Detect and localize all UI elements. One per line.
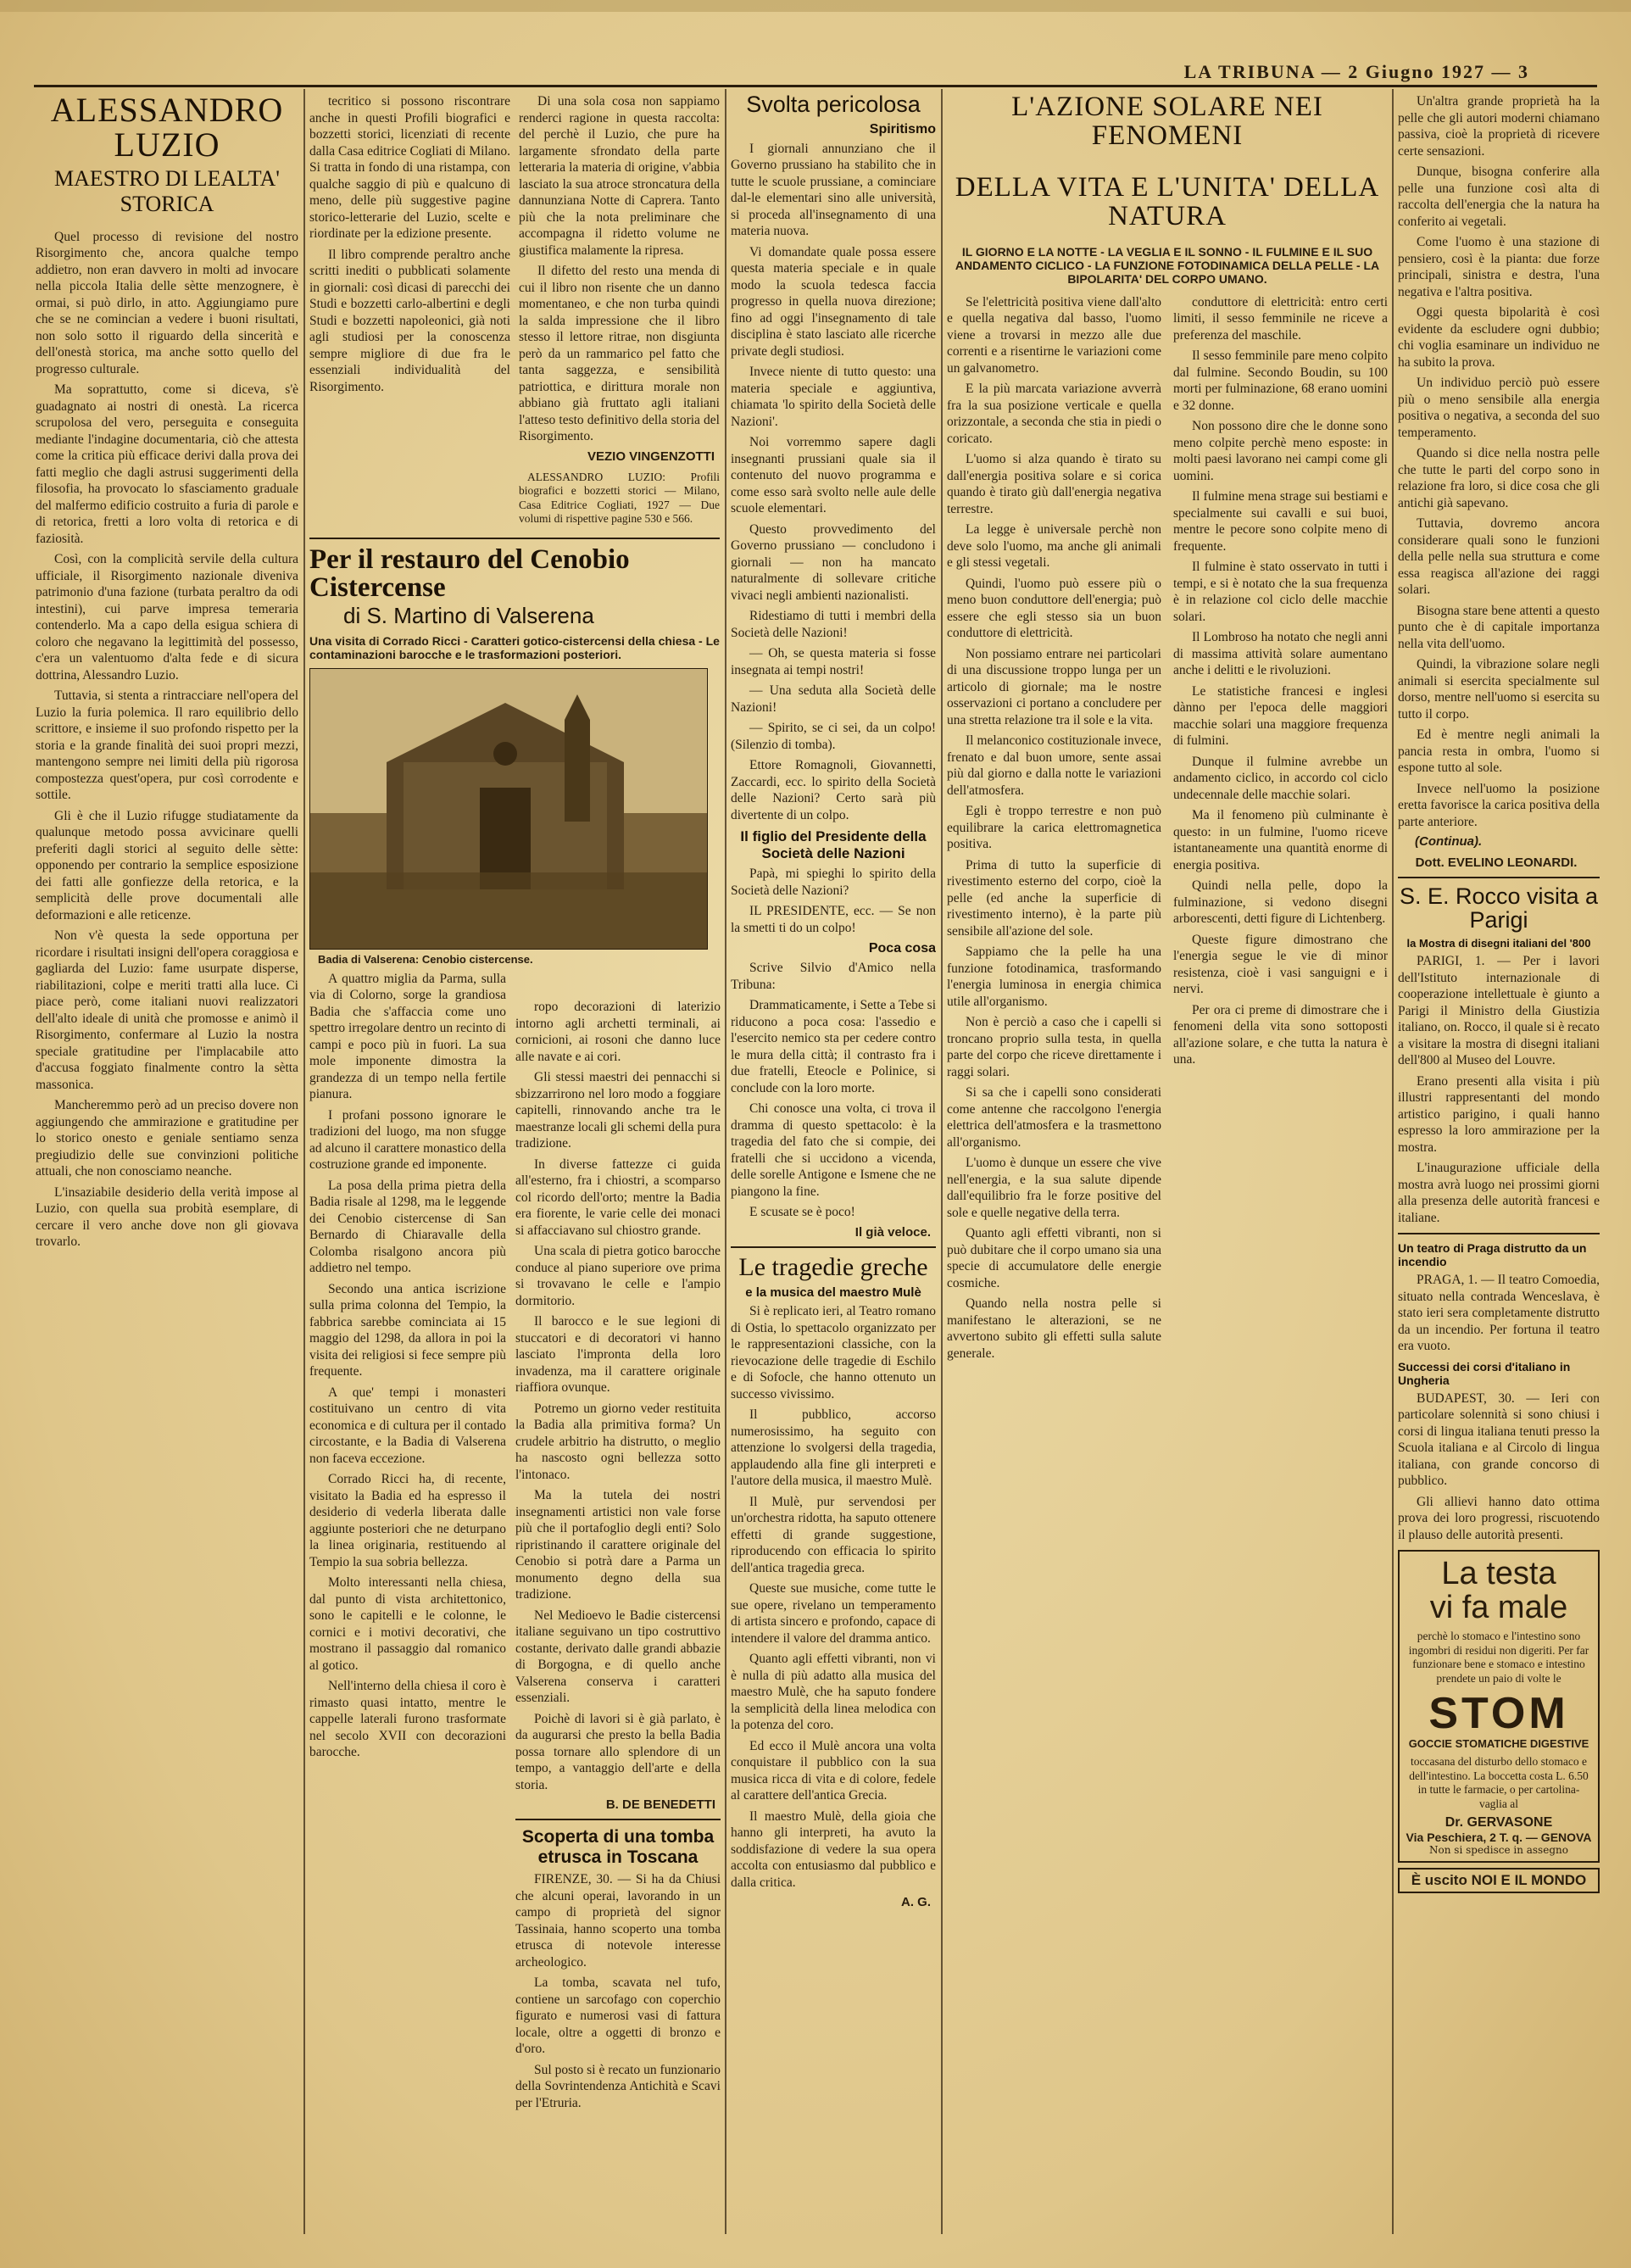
- paragraph: I giornali annunziano che il Governo prussiano ha stabilito che in tutte le scuole prussiane, a cominciare dal-le elementari sino alle università, si proceda all'insegnamento di una materia nuova.: [731, 141, 936, 239]
- article-title: ALESSANDRO LUZIO: [50, 93, 284, 164]
- ad-footer: È uscito NOI E IL MONDO: [1398, 1868, 1600, 1893]
- article-body-left: [947, 294, 1161, 1367]
- section-heading: Spiritismo: [869, 121, 936, 137]
- article-luzio: [36, 93, 298, 2234]
- paragraph: Quindi nella pelle, dopo la fulminazione, si vedono disegni arborescenti, detti figure di Lichtenberg.: [1173, 878, 1388, 927]
- separator: [1398, 877, 1600, 878]
- paragraph: Secondo una antica iscrizione sulla prima colonna del Tempio, la fabbrica sarebbe cominciata ai 15 maggio del 1298, da allora in poi la visita dei religiosi si fece sempre più frequente.: [309, 1281, 506, 1379]
- column-6: [1398, 93, 1600, 2234]
- ad-body-2: toccasana del disturbo dello stomaco e dell'intestino. La boccetta costa L. 6.50 in tutte le farmacie, o per cartolina-vaglia al: [1409, 1755, 1589, 1810]
- paragraph: Quanto agli effetti vibranti, non si può dubitare che il corpo umano sia una specie di accumulatore delle energie cosmiche.: [947, 1226, 1161, 1290]
- article-signature: B. DE BENEDETTI: [605, 1797, 715, 1812]
- paragraph: Quindi, la vibrazione solare negli animali si esercita specialmente sul dorso, mentre nell'uomo si esercita su tutto il corpo.: [1398, 657, 1600, 722]
- paragraph: Egli è troppo terrestre e non può equilibrare la carica elettromagnetica positiva.: [947, 804, 1161, 852]
- separator: [731, 1246, 936, 1248]
- article-body: [1398, 93, 1600, 830]
- paragraph: Invece nell'uomo la posizione eretta favorisce la carica positiva della parte anteriore.: [1398, 781, 1600, 829]
- paragraph: Gli stessi maestri dei pennacchi si sbizzarrirono nel loro modo a foggiare capitelli, rinnovando anche tra le maestranze locali gli schemi della pura tradizione.: [515, 1070, 721, 1151]
- paragraph: Sappiamo che la pelle ha una funzione fotodinamica, trasformando l'energia luminosa in energia chimica utile all'organismo.: [947, 945, 1161, 1009]
- paragraph: Non è perciò a caso che i capelli si troncano proprio sulla testa, in quella parte del corpo che riceve direttamente i raggi solari.: [947, 1015, 1161, 1079]
- paragraph: Di una sola cosa non sappiamo renderci ragione in questa raccolta: del perchè il Luzio, che pure ha largamente sfrondato della parte letteraria la materia di origine, v'abbia lasciato la sua atroce stroncatura della dannunziana Notte di Caprera. Tanto più che la nota preliminare che accompagna il ridetto volume ne giustifica malamente la ripresa.: [519, 94, 720, 258]
- column-rule: [303, 89, 305, 2234]
- paragraph: In diverse fattezze ci guida all'esterno, fra i chiostri, a scomparso col ricordo dell'orto; mentre la Badia era fiorente, le varie celle dei monaci si affacciavano sul chiostro grande.: [515, 1156, 721, 1238]
- paragraph: Quando nella nostra pelle si manifestano le alterazioni, se ne avvertono subito gli effetti sulla salute generale.: [947, 1296, 1161, 1361]
- ad-product: GOCCIE STOMATICHE DIGESTIVE: [1408, 1737, 1589, 1751]
- article-title: Scoperta di una tomba etrusca in Toscana: [521, 1827, 715, 1867]
- paragraph: L'uomo si alza quando è tirato su dall'energia positiva solare e si corica quando è tirato giù dall'energia negativa terrestre.: [947, 452, 1161, 516]
- article-body: [1398, 1390, 1600, 1544]
- photo-caption: Badia di Valserena: Cenobio cistercense.: [318, 952, 533, 966]
- article-title: Svolta pericolosa: [746, 93, 921, 117]
- abbey-photo: [309, 668, 708, 950]
- paragraph: A quattro miglia da Parma, sulla via di Colorno, sorge la grandiosa Badia che s'affaccia come uno spettro irregolare dentro un recinto di campi e poco più in fuori. La sua mole imponente dimostra la grandezza di un tempo nella fertile pianura.: [309, 971, 506, 1102]
- ad-note: Non si spedisce in assegno: [1429, 1844, 1568, 1857]
- article-title-line2: DELLA VITA E L'UNITA' DELLA NATURA: [955, 172, 1380, 231]
- abbey-building-image: [310, 669, 707, 949]
- paragraph: Vi domandate quale possa essere questa materia speciale e in quale modo la scuola tedesca faccia progresso in quella nuova direzione; fino ad oggi l'insegnamento di tale disciplina è stato lasciato alle ricerche private degli studiosi.: [731, 244, 936, 359]
- article-body: [515, 1871, 721, 2111]
- paragraph: Così, con la complicità servile della cultura ufficiale, il Risorgimento nazionale diveniva patrimonio d'una fazione (turbata peraltro da odi intestini), cui parve impresa temeraria contenderlo. Ma a capo della esigua schiera di coloro che negavano la legittimità del possesso, c'era un valentuomo d'alta fede e di sicura dottrina, Alessandro Luzio.: [36, 552, 298, 683]
- paragraph: conduttore di elettricità: entro certi limiti, il sesso femminile ne riceve a preferenza del maschile.: [1173, 294, 1388, 343]
- separator: [515, 1819, 721, 1820]
- torn-paper-edge: [0, 0, 1631, 12]
- paragraph: Il maestro Mulè, della gioia che hanno gli interpreti, ha avuto la soddisfazione di vedere la sua opera accolta con entusiasmo dal pubblico e dalla critica.: [731, 1808, 936, 1890]
- paragraph: Quanto agli effetti vibranti, non vi è nulla di più adatto alla musica del maestro Mulè, che ha saputo fondere la semplicità della linea melodica con la potenza del coro.: [731, 1652, 936, 1733]
- paragraph: L'inaugurazione ufficiale della mostra avrà luogo nei prossimi giorni alla presenza delle autorità francesi e italiane.: [1398, 1161, 1600, 1225]
- masthead: LA TRIBUNA — 2 Giugno 1927 — 3: [34, 61, 1597, 87]
- article-title: S. E. Rocco visita a Parigi: [1399, 883, 1599, 933]
- article-subtitle: e la musica del maestro Mulè: [745, 1285, 921, 1301]
- paragraph: Nel Medioevo le Badie cistercensi italiane seguivano un tipo costruttivo costante, derivato dalle grandi abbazie di Borgogna, e di quello anche Valserena conserva i caratteri essenziali.: [515, 1608, 721, 1705]
- paragraph: Il difetto del resto una menda di cui il libro non risente che un danno momentaneo, e che non turba quindi la salda impressione che il libro stesso il lettore ritrae, non disgiunta però da un rammarico pel fatto che tanta saggezza, e sensibilità patriottica, e dirittura morale non abbiano già fruttato agli italiani l'atteso testo definitivo della storia del Risorgimento.: [519, 264, 720, 443]
- column-5: [947, 93, 1388, 2234]
- paragraph: Papà, mi spieghi lo spirito della Società delle Nazioni?: [731, 867, 936, 898]
- paragraph: Se l'elettricità positiva viene dall'alto e quella negativa dal basso, l'uomo viene a trovarsi in mezzo alle due correnti e a risentirne le variazioni come un galvanometro.: [947, 294, 1161, 376]
- bibliography-note: ALESSANDRO LUZIO: Profili biografici e bozzetti storici — Milano, Casa Editrice Cogliati, 1927 — Due volumi di rispettive pagine 530 e 566.: [519, 470, 720, 525]
- paragraph: Tuttavia, si stenta a rintracciare nell'opera del Luzio la furia polemica. Il raro equilibrio dello scrittore, e insieme il suo profondo rispetto per la storia e la grande finalità dei suoi propri mezzi, mantengono sempre nei limiti della più rigorosa compostezza quest'opera, pur così corrodente e sottile.: [36, 688, 298, 803]
- article-body-right: [519, 93, 720, 531]
- column-rule: [1392, 89, 1394, 2234]
- paragraph: Il Mulè, pur servendosi per un'orchestra ridotta, ha saputo ottenere effetti di grande suggestione, riproducendo con efficacia lo spirito dell'antica tragedia greca.: [731, 1494, 936, 1575]
- paragraph: Si sa che i capelli sono considerati come antenne che raccolgono l'energia elettrica dell'atmosfera e la trasmettono all'organismo.: [947, 1085, 1161, 1150]
- paragraph: Chi conosce una volta, ci trova il dramma di questo spettacolo: è la tragedia del fato che si compie, dei fratelli che si uccidono a vicenda, delle sorelle Antigone e Ismene che ne piangono la fine.: [731, 1101, 936, 1199]
- separator: [1398, 1233, 1600, 1234]
- paragraph: Erano presenti alla visita i più illustri rappresentanti del mondo artistico parigino, i quali hanno espresso la loro ammirazione per la mostra.: [1398, 1073, 1600, 1155]
- paragraph: L'uomo è dunque un essere che vive nell'energia, e la sua salute dipende dall'equilibrio fra le forze positive del sole e quelle negative della terra.: [947, 1156, 1161, 1220]
- article-body: [1398, 953, 1600, 1226]
- paragraph: Molto interessanti nella chiesa, dal punto di vista architettonico, sono le capitelli e le colonne, le cornici e i motivi decorativi, che mostrano il passaggio dal romanico al gotico.: [309, 1575, 506, 1673]
- paragraph: Gli è che il Luzio rifugge studiatamente da qualunque metodo possa avvicinare quelli preferiti dagli storici al seguito delle sètte: opponendo per contrario la semplice esposizione dei fatti alle gonfiezze della retorica, e la semplicità delle prove documentali alle deformazioni e alle reticenze.: [36, 808, 298, 922]
- article-subtitle: MAESTRO DI LEALTA' STORICA: [54, 165, 280, 216]
- article-signature: Il già veloce.: [854, 1224, 931, 1240]
- paragraph: A que' tempi i monasteri costituivano un centro di vita economica e di cultura per il contado circostante, e la Badia di Valserena non faceva eccezione.: [309, 1385, 506, 1466]
- paragraph: Corrado Ricci ha, di recente, visitato la Badia ed ha espresso il desiderio di vederla liberata dalle aggiunte posteriori che ne deturpano la linea originaria, restituendo al Tempio la sua sobria bellezza.: [309, 1472, 506, 1569]
- article-body: [731, 1303, 936, 1891]
- paragraph: Drammaticamente, i Sette a Tebe si riducono a poca cosa: l'assedio e l'esercito nemico sta per cedere contro le mura della città; il contrasto fra i due fratelli, Eteocle e Polinice, si conclude con la loro morte.: [731, 998, 936, 1095]
- article-body-right: [1173, 294, 1388, 1367]
- paragraph: Un'altra grande proprietà ha la pelle che gli autori moderni chiamano passiva, cioè la proprietà di ricevere certe sensazioni.: [1398, 94, 1600, 159]
- article-title: Le tragedie greche: [738, 1252, 928, 1281]
- paragraph: Mancheremmo però ad un preciso dovere non aggiungendo che ammirazione e gratitudine per lo storico onesto e geniale sentiamo senza pregiudizio delle sue convinzioni politiche attuali, che non conosciamo neanche.: [36, 1098, 298, 1179]
- paragraph: ropo decorazioni di laterizio intorno agli archetti terminali, ai cornicioni, ai rosoni che danno luce alle navate e ai cori.: [515, 1000, 721, 1064]
- paragraph: Noi vorremmo sapere dagli insegnanti prussiani quale sia il contenuto del nuovo programma e come esso sarà svolto nelle aule delle scuole elementari.: [731, 435, 936, 516]
- paragraph: Come l'uomo è una stazione di pensiero, così è la pianta: due forze principali, sinistra e destra, l'una negativa e l'altra positiva.: [1398, 235, 1600, 299]
- ad-headline: La testa: [1441, 1556, 1556, 1592]
- article-body: [36, 229, 298, 1251]
- column-rule: [725, 89, 726, 2234]
- article-subtitle: di S. Martino di Valserena: [343, 602, 594, 628]
- paragraph: tecritico si possono riscontrare anche in questi Profili biografici e bozzetti storici, licenziati di recente dalla Casa editrice Cogliati di Milano. Si tratta in fondo di una ristampa, con qualche saggio di più e qualcuno di meno, delle più suggestive pagine storico-letterarie del Luzio, scelte e riordinate per la edizione presente.: [309, 94, 510, 241]
- paragraph: Il melanconico costituzionale invece, frenato e dal buon umore, sente assai più dal giorno e dalla notte le variazioni dell'atmosfera.: [947, 733, 1161, 798]
- ad-body: perchè lo stomaco e l'intestino sono ingombri di residui non digeriti. Per far funzionare bene e stomaco e intestino prendete un paio di volte le: [1408, 1630, 1589, 1685]
- paragraph: Questo provvedimento del Governo prussiano — concludono i giornali — non ha mancato naturalmente di sollevare critiche vivaci negli ambienti nazionalisti.: [731, 521, 936, 603]
- paragraph: Il fulmine è stato osservato in tutti i tempi, e si è notato che la sua frequenza è in relazione col ciclo delle macchie solari.: [1173, 560, 1388, 624]
- solar-article-body: [947, 294, 1388, 1367]
- paragraph: Quindi, l'uomo può essere più o meno buon conduttore dell'energia; può essere che egli stesso sia un buon conduttore di elettricità.: [947, 576, 1161, 641]
- paragraph: Un individuo perciò può essere più o meno sensibile alla energia positiva o negativa, a seconda del suo temperamento.: [1398, 376, 1600, 440]
- paragraph: — Una seduta alla Società delle Nazioni!: [731, 683, 936, 715]
- paragraph: Sul posto si è recato un funzionario della Sovrintendenza Antichità e Scavi per l'Etruria.: [515, 2062, 721, 2110]
- paragraph: Il sesso femminile pare meno colpito dal fulmine. Secondo Boudin, su 100 morti per fulminazione, 68 erano uomini e 32 donne.: [1173, 348, 1388, 413]
- paragraph: FIRENZE, 30. — Si ha da Chiusi che alcuni operai, lavorando in un campo di proprietà del signor Tassinaia, hanno scoperto una tomba etrusca di notevole interesse archeologico.: [515, 1872, 721, 1970]
- article-body: [731, 141, 936, 605]
- paragraph: Ma la tutela dei nostri insegnamenti artistici non vale forse più che il portafoglio degli enti? Solo ripristinando il carattere originale del Cenobio si potrà dare a Parma un monumento degno della sua tradizione.: [515, 1488, 721, 1602]
- paragraph: Quel processo di revisione del nostro Risorgimento che, ancora qualche tempo addietro, non eran davvero in molti ad invocare nella piccola Italia delle sètte menzognere, è ormai, si può dirlo, in atto. Aggiungiamo pure che se ne comincian a vedere i buoni risultati, non solo sotto il riguardo della sincerità e dell'onestà storica, ma anche sotto quello del progresso culturale.: [36, 229, 298, 376]
- paragraph: La legge è universale perchè non deve solo l'uomo, ma anche gli animali e gli stessi vegetali.: [947, 522, 1161, 571]
- paragraph: IL PRESIDENTE, ecc. — Se non la smetti ti do un colpo!: [731, 904, 936, 935]
- paragraph: BUDAPEST, 30. — Ieri con particolare solennità si sono chiusi i corsi di lingua italiana tenuti presso la Scuola italiana e al Circolo di lingua italiana, con grande concorso di pubblico.: [1398, 1390, 1600, 1489]
- paragraph: Queste sue musiche, come tutte le sue opere, rivelano un temperamento di artista sincero e profondo, capace di intendere il valore del dramma antico.: [731, 1581, 936, 1646]
- article-title: Successi dei corsi d'italiano in Ungheria: [1398, 1359, 1571, 1387]
- article-body: [731, 608, 936, 823]
- article-body: [731, 960, 936, 1221]
- paragraph: Il libro comprende peraltro anche scritti inediti o pubblicati solamente in giornali: così dicasi di parecchi dei Studi e bozzetti carlo-albertini e degli Studi e bozzetti napoleonici, già noti agli studiosi per la conoscenza sempre migliore di due fra le essenziali individualità del Risorgimento.: [309, 247, 510, 394]
- paragraph: I profani possono ignorare le tradizioni del luogo, ma non sfugge ad alcuno il carattere monastico della costruzione grande ed imponente.: [309, 1107, 506, 1173]
- paragraph: Ettore Romagnoli, Giovannetti, Zaccardi, ecc. lo spirito della Società delle Nazioni? Certo sarà più divertente di un colpo.: [731, 758, 936, 822]
- luzio-continuation: [309, 93, 720, 531]
- paragraph: Non possiamo entrare nei particolari di una discussione troppo lunga per un articolo di giornale; ma le nostre osservazioni ci portano a concludere per una stretta relazione tra il sole e la vita.: [947, 646, 1161, 727]
- paragraph: Dunque il fulmine avrebbe un andamento ciclico, in accordo col ciclo undecennale delle macchie solari.: [1173, 754, 1388, 802]
- paragraph: E scusate se è poco!: [749, 1205, 855, 1220]
- paragraph: PRAGA, 1. — Il teatro Comoedia, situato nella contrada Wenceslava, è stato ieri sera completamente distrutto da un incendio. Per fortuna il teatro era vuoto.: [1398, 1273, 1600, 1354]
- article-body: [1398, 1272, 1600, 1355]
- article-signature: VEZIO VINGENZOTTI: [587, 449, 715, 464]
- section-heading: Il figlio del Presidente della Società delle Nazioni: [740, 828, 927, 862]
- paragraph: Ma soprattutto, come si diceva, s'è guadagnato ai nostri di onestà. La ricerca scrupolosa del vero, perseguita e conseguita mediante l'indagine documentaria, ciò che attesta come la critica più efficace derivi dalla prova dei fatti meglio che dagli astrusi suggerimenti della filosofia, ha provocato lo sfasciamento graduale del malfermo edificio costruito a furia di parole e di retorica, fretti a loro volta di retorica e di faziosità.: [36, 382, 298, 546]
- article-body: [731, 866, 936, 936]
- paragraph: Il barocco e le sue legioni di stuccatori e di decoratori vi hanno lasciato l'impronta della loro invadenza, ma il carattere originale riaffiora ovunque.: [515, 1314, 721, 1395]
- paragraph: PARIGI, 1. — Per i lavori dell'Istituto internazionale di cooperazione intellettuale è giunto a Parigi il Ministro della Giustizia italiano, on. Rocco, il quale si è recato a visitare la mostra di disegni italiani dell'800 al Museo del Louvre.: [1398, 954, 1600, 1068]
- paragraph: — Spirito, se ci sei, da un colpo! (Silenzio di tomba).: [731, 721, 936, 752]
- paragraph: Le statistiche francesi e inglesi dànno per l'epoca delle maggiori macchie solari una maggiore frequenza di fulmini.: [1173, 683, 1388, 749]
- paragraph: Bisogna stare bene attenti a questo punto che è di capitale importanza nella vita dell'uomo.: [1398, 603, 1600, 651]
- paragraph: Queste figure dimostrano che l'energia segue le vie di minor resistenza, cioè i vasi sanguigni e i nervi.: [1173, 932, 1388, 997]
- article-title: Un teatro di Praga distrutto da un incendio: [1398, 1241, 1587, 1269]
- column-4: [731, 93, 936, 2234]
- paragraph: Ma il fenomeno più culminante è questo: in un fulmine, l'uomo riceve istantaneamente una quantità enorme di energia positiva.: [1173, 808, 1388, 872]
- continued-note: (Continua).: [1415, 834, 1483, 849]
- article-title: L'AZIONE SOLARE NEI FENOMENI: [1011, 93, 1323, 151]
- paragraph: Scrive Silvio d'Amico nella Tribuna:: [731, 961, 936, 992]
- paragraph: Ridestiamo di tutti i membri della Società delle Nazioni!: [731, 609, 936, 640]
- ad-headline-2: vi fa male: [1429, 1590, 1568, 1626]
- paragraph: Nell'interno della chiesa il coro è rimasto quasi intatto, mentre le cappelle laterali furono trasformate nel secolo XVII con decorazioni barocche.: [309, 1679, 506, 1760]
- article-kicker: Una visita di Corrado Ricci - Caratteri gotico-cistercensi della chiesa - Le contaminazioni barocche e le trasformazioni posteriori.: [309, 633, 720, 661]
- section-heading: Poca cosa: [868, 941, 936, 956]
- column-rule: [941, 89, 943, 2234]
- separator: [309, 538, 720, 539]
- paragraph: Non v'è questa la sede opportuna per ricordare i risultati insigni dell'opera coraggiosa e gagliarda del Luzio: fame usurpate disperse, riabilitazioni, colpe e meriti tratti alla luce. Ci piace però, come italiani nuovi realizzatori dell'alto ideale di unità che promosse e animò il Risorgimento, confermare al Luzio la nostra speciale gratitudine per l'implacabile atto d'accusa foggiato finalmente contro la sètta massonica.: [36, 928, 298, 1092]
- paragraph: Il fulmine mena strage sui bestiami e specialmente sui cavalli e sui buoi, mentre le pecore sono colpite meno di frequente.: [1173, 489, 1388, 554]
- article-signature: A. G.: [900, 1895, 931, 1910]
- article-body: [309, 93, 510, 531]
- article-kicker: IL GIORNO E LA NOTTE - LA VEGLIA E IL SONNO - IL FULMINE E IL SUO ANDAMENTO CICLICO - LA FUNZIONE FOTODINAMICA DELLA PELLE - LA BIPOLARITA' DEL CORPO UMANO.: [955, 244, 1380, 286]
- ad-doctor: Dr. GERVASONE: [1445, 1815, 1553, 1831]
- paragraph: Per ora ci preme di dimostrare che i fenomeni della vita sono sottoposti all'azione solare, e che tutta la natura è una.: [1173, 1002, 1388, 1067]
- paragraph: La posa della prima pietra della Badia risale al 1298, ma le leggende dei Cenobio cistercense di San Bernardo di Chiaravalle della Colomba risalgono ancora più addietro nel tempo.: [309, 1178, 506, 1276]
- paragraph: Invece niente di tutto questo: una materia speciale e aggiuntiva, chiamata 'lo spirito della Società delle Nazioni'.: [731, 365, 936, 429]
- paragraph: Prima di tutto la superficie di rivestimento esterno del corpo, cioè la pelle (ed anche la superficie di rivestimento interno), è la parte più sensibile all'azione del sole.: [947, 857, 1161, 939]
- article-signature: Dott. EVELINO LEONARDI.: [1415, 855, 1578, 870]
- paragraph: Dunque, bisogna conferire alla pelle una funzione così alta di raccolta dell'energia che la natura ha conferito ai vegetali.: [1398, 164, 1600, 229]
- article-body: [309, 971, 506, 1761]
- paragraph: Ed ecco il Mulè ancora una volta conquistare il pubblico con la sua musica ricca di vita e di colore, fedele al carattere dell'antica Grecia.: [731, 1738, 936, 1803]
- paragraph: E la più marcata variazione avverrà fra la sua posizione verticale e quella orizzontale, a seconda che stia in piedi o coricato.: [947, 382, 1161, 446]
- paragraph: Oggi questa bipolarità è così evidente da escludere ogni dubbio; chi voglia esaminare un individuo ne ha subito la prova.: [1398, 305, 1600, 370]
- paragraph: — Oh, se questa materia si fosse insegnata ai tempi nostri!: [731, 646, 936, 677]
- article-title: Per il restauro del Cenobio Cistercense: [309, 543, 630, 604]
- paragraph: Poichè di lavori si è già parlato, è da augurarsi che presto la bella Badia possa tornare allo splendore di un tempo, a vantaggio dell'arte e della storia.: [515, 1711, 721, 1792]
- abbey-article-continued: [515, 999, 721, 2232]
- article-subtitle: la Mostra di disegni italiani del '800: [1406, 937, 1591, 950]
- paragraph: La tomba, scavata nel tufo, contiene un sarcofago con coperchio figurato e numerosi vasi di fattura locale, oltre a oggetti di bronzo e d'oro.: [515, 1975, 721, 2056]
- paragraph: Una scala di pietra gotico barocche conduce al piano superiore ove prima si trovavano le celle e l'ampio dormitorio.: [515, 1244, 721, 1308]
- advertisement-stom: [1398, 1550, 1600, 1863]
- paragraph: Non possono dire che le donne sono meno colpite perchè meno esposte: in molti paesi lavorano nei campi come gli uomini.: [1173, 419, 1388, 483]
- ad-brand: STOM: [1428, 1689, 1569, 1739]
- paragraph: Il pubblico, accorso numerosissimo, ha seguito con attenzione lo svolgersi della tragedia, applaudendo alla fine gli interpreti e l'autore della musica, il maestro Mulè.: [731, 1407, 936, 1489]
- ad-address: Via Peschiera, 2 T. q. — GENOVA: [1406, 1831, 1592, 1845]
- paragraph: Tuttavia, dovremo ancora considerare quali sono le funzioni della pelle nella sua struttura e come essa reagisca all'azione dei raggi solari.: [1398, 516, 1600, 597]
- paragraph: Ed è mentre negli animali la pancia resta in ombra, l'uomo si espone tutto al sole.: [1398, 727, 1600, 775]
- paragraph: Quando si dice nella nostra pelle che tutte le parti del corpo sono in relazione fra loro, si dice cosa che gli antichi già sapevano.: [1398, 446, 1600, 510]
- paragraph: Gli allievi hanno dato ottima prova dei loro progressi, riscuotendo il plauso delle autorità presenti.: [1398, 1494, 1600, 1542]
- paragraph: Si è replicato ieri, al Teatro romano di Ostia, lo spettacolo organizzato per le rappresentazioni classiche, con la rievocazione delle tragedie di Eschilo e di Sofocle, che hanno ottenuto un successo vivissimo.: [731, 1304, 936, 1401]
- article-body: [515, 999, 721, 1793]
- paragraph: Il Lombroso ha notato che negli anni di massima attività solare aumentano anche i delitti e le rivoluzioni.: [1173, 630, 1388, 678]
- paragraph: L'insaziabile desiderio della verità impose al Luzio, con quella sua probità esemplare, di cercare il vero anche dove non gli giovava trovarlo.: [36, 1184, 298, 1250]
- paragraph: Potremo un giorno veder restituita la Badia alla primitiva forma? Un crudele arbitrio ha distrutto, o meglio ha nascosto ogni bellezza sotto l'intonaco.: [515, 1401, 721, 1482]
